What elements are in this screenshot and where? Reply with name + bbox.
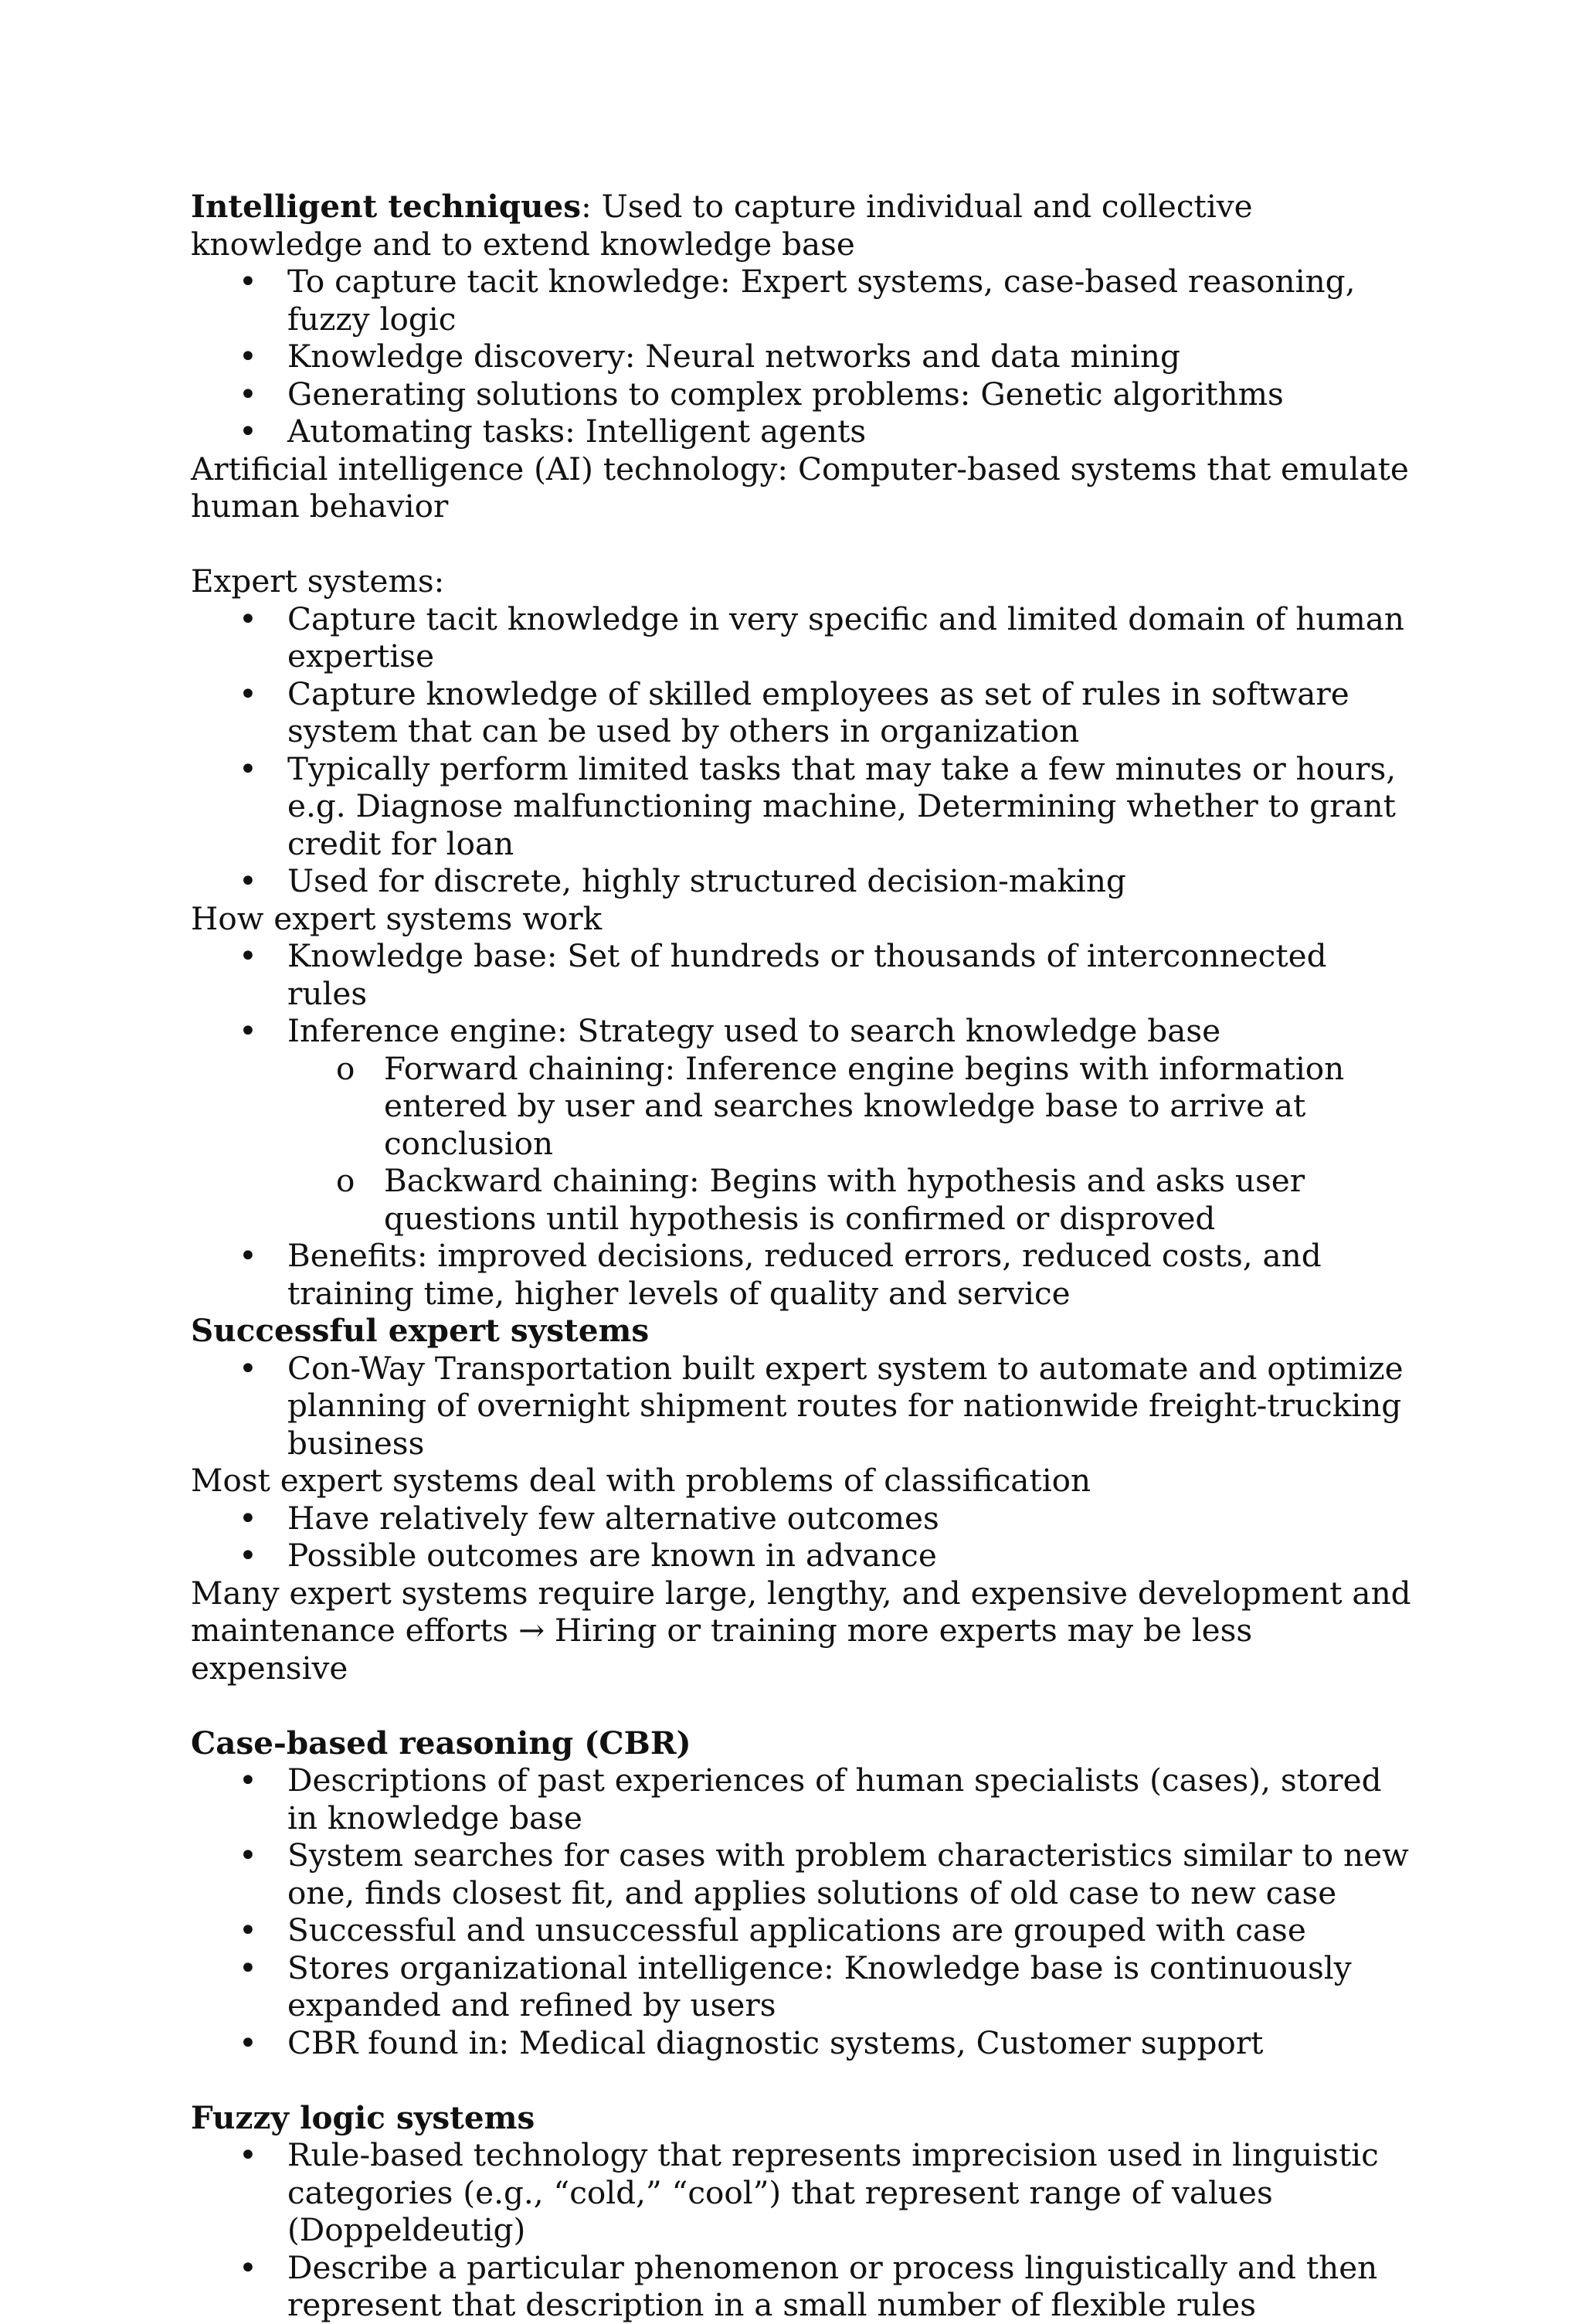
circle-bullet-icon: o [336, 1049, 355, 1087]
bullet-icon: • [239, 2023, 257, 2061]
bullet-icon: • [239, 674, 257, 712]
list-item: • Used for discrete, highly structured decision-making [239, 862, 1126, 899]
list-item: • Descriptions of past experiences of human specialists (cases), stored in knowledge base [239, 1762, 1382, 1836]
list-item: • Capture tacit knowledge in very specific and limited domain of human expertise [239, 600, 1405, 674]
list-item: • System searches for cases with problem characteristics similar to new one, finds closest fit, and applies solutions of old case to new case [239, 1836, 1409, 1911]
list-item: • Knowledge base: Set of hundreds or thousands of interconnected rules [239, 937, 1327, 1012]
bullet-icon: • [239, 1349, 257, 1387]
bullet-icon: • [239, 1762, 257, 1799]
fuzzy-heading: Fuzzy logic systems [191, 2098, 535, 2136]
many-expert-systems-paragraph: Many expert systems require large, lengthy, and expensive development and maintenance efforts → Hiring or training more experts may be less expensive [191, 1574, 1411, 1687]
list-item: • To capture tacit knowledge: Expert systems, case-based reasoning, fuzzy logic [239, 263, 1356, 338]
spacer [191, 1687, 1411, 1724]
list-item: • Generating solutions to complex problems: Genetic algorithms [239, 375, 1284, 413]
ai-definition: Artificial intelligence (AI) technology: Computer-based systems that emulate human behavior [191, 450, 1409, 525]
how-expert-systems-work-label: How expert systems work [191, 899, 603, 937]
chaining-sublist [287, 1050, 1411, 1238]
bullet-icon: • [239, 749, 257, 787]
cbr-heading: Case-based reasoning (CBR) [191, 1724, 691, 1762]
classification-list [191, 1500, 1411, 1575]
how-list [191, 937, 1411, 1312]
intro-heading: Intelligent techniques [191, 188, 582, 225]
expert-systems-list [191, 600, 1411, 900]
bullet-icon: • [239, 413, 257, 450]
classification-label: Most expert systems deal with problems of classification [191, 1462, 1091, 1499]
bullet-icon: • [239, 1949, 257, 1986]
list-item: • Possible outcomes are known in advance [239, 1537, 937, 1574]
bullet-icon: • [239, 862, 257, 899]
spacer [191, 2061, 1411, 2099]
bullet-icon: • [239, 375, 257, 413]
bullet-icon: • [239, 1537, 257, 1574]
bullet-icon: • [239, 1012, 257, 1049]
intro-text: : Used to capture individual and collective knowledge and to extend knowledge base [191, 188, 1253, 263]
list-item: • Stores organizational intelligence: Knowledge base is continuously expanded and refined by users [239, 1949, 1352, 2023]
list-item: • Con-Way Transportation built expert system to automate and optimize planning of overnight shipment routes for nationwide freight-trucking business [239, 1349, 1404, 1462]
successful-heading: Successful expert systems [191, 1312, 650, 1349]
expert-systems-label: Expert systems: [191, 562, 445, 600]
document-page [191, 188, 1411, 2324]
intro-paragraph [191, 188, 1411, 263]
bullet-icon: • [239, 1911, 257, 1949]
list-item: • Automating tasks: Intelligent agents [239, 413, 867, 450]
list-item: • Knowledge discovery: Neural networks and data mining [239, 338, 1180, 375]
list-item: • Have relatively few alternative outcomes [239, 1499, 939, 1537]
arrow-right-icon: → [518, 1612, 545, 1649]
fuzzy-list [191, 2136, 1411, 2324]
list-item: • Capture knowledge of skilled employees as set of rules in software system that can be used by others in organization [239, 674, 1349, 749]
successful-list [191, 1350, 1411, 1463]
list-item: • Rule-based technology that represents imprecision used in linguistic categories (e.g., “cold,” “cool”) that represent range of values (Doppeldeutig) [239, 2136, 1379, 2248]
sub-list-item: o Forward chaining: Inference engine begins with information entered by user and searches knowledge base to arrive at conclusion [336, 1049, 1345, 1162]
list-item: • Typically perform limited tasks that may take a few minutes or hours, e.g. Diagnose malfunctioning machine, Determining whether to grant credit for loan [239, 749, 1397, 862]
bullet-icon: • [239, 2248, 257, 2286]
list-item: • Describe a particular phenomenon or process linguistically and then represent that description in a small number of flexible rules [239, 2248, 1378, 2323]
list-item: • Inference engine: Strategy used to search knowledge base o Forward chaining: Inference engine begins with information entered by user and searches knowledge base to arrive at conclusion o Backward chaining: Begins with hypothesis and asks user questions until hypothesis is confirmed or disproved [191, 1012, 1411, 1237]
bullet-icon: • [239, 1237, 257, 1274]
list-item: • Benefits: improved decisions, reduced errors, reduced costs, and training time, higher levels of quality and service [239, 1237, 1322, 1312]
bullet-icon: • [239, 2136, 257, 2173]
circle-bullet-icon: o [336, 1162, 355, 1199]
bullet-icon: • [239, 1499, 257, 1537]
bullet-icon: • [239, 600, 257, 637]
intro-list [191, 263, 1411, 450]
sub-list-item: o Backward chaining: Begins with hypothesis and asks user questions until hypothesis is confirmed or disproved [336, 1162, 1305, 1237]
bullet-icon: • [239, 937, 257, 974]
list-item: • CBR found in: Medical diagnostic systems, Customer support [239, 2023, 1264, 2061]
spacer [191, 525, 1411, 563]
bullet-icon: • [239, 1836, 257, 1874]
cbr-list [191, 1762, 1411, 2061]
bullet-icon: • [239, 263, 257, 300]
bullet-icon: • [239, 338, 257, 375]
list-item: • Successful and unsuccessful applications are grouped with case [239, 1911, 1306, 1949]
